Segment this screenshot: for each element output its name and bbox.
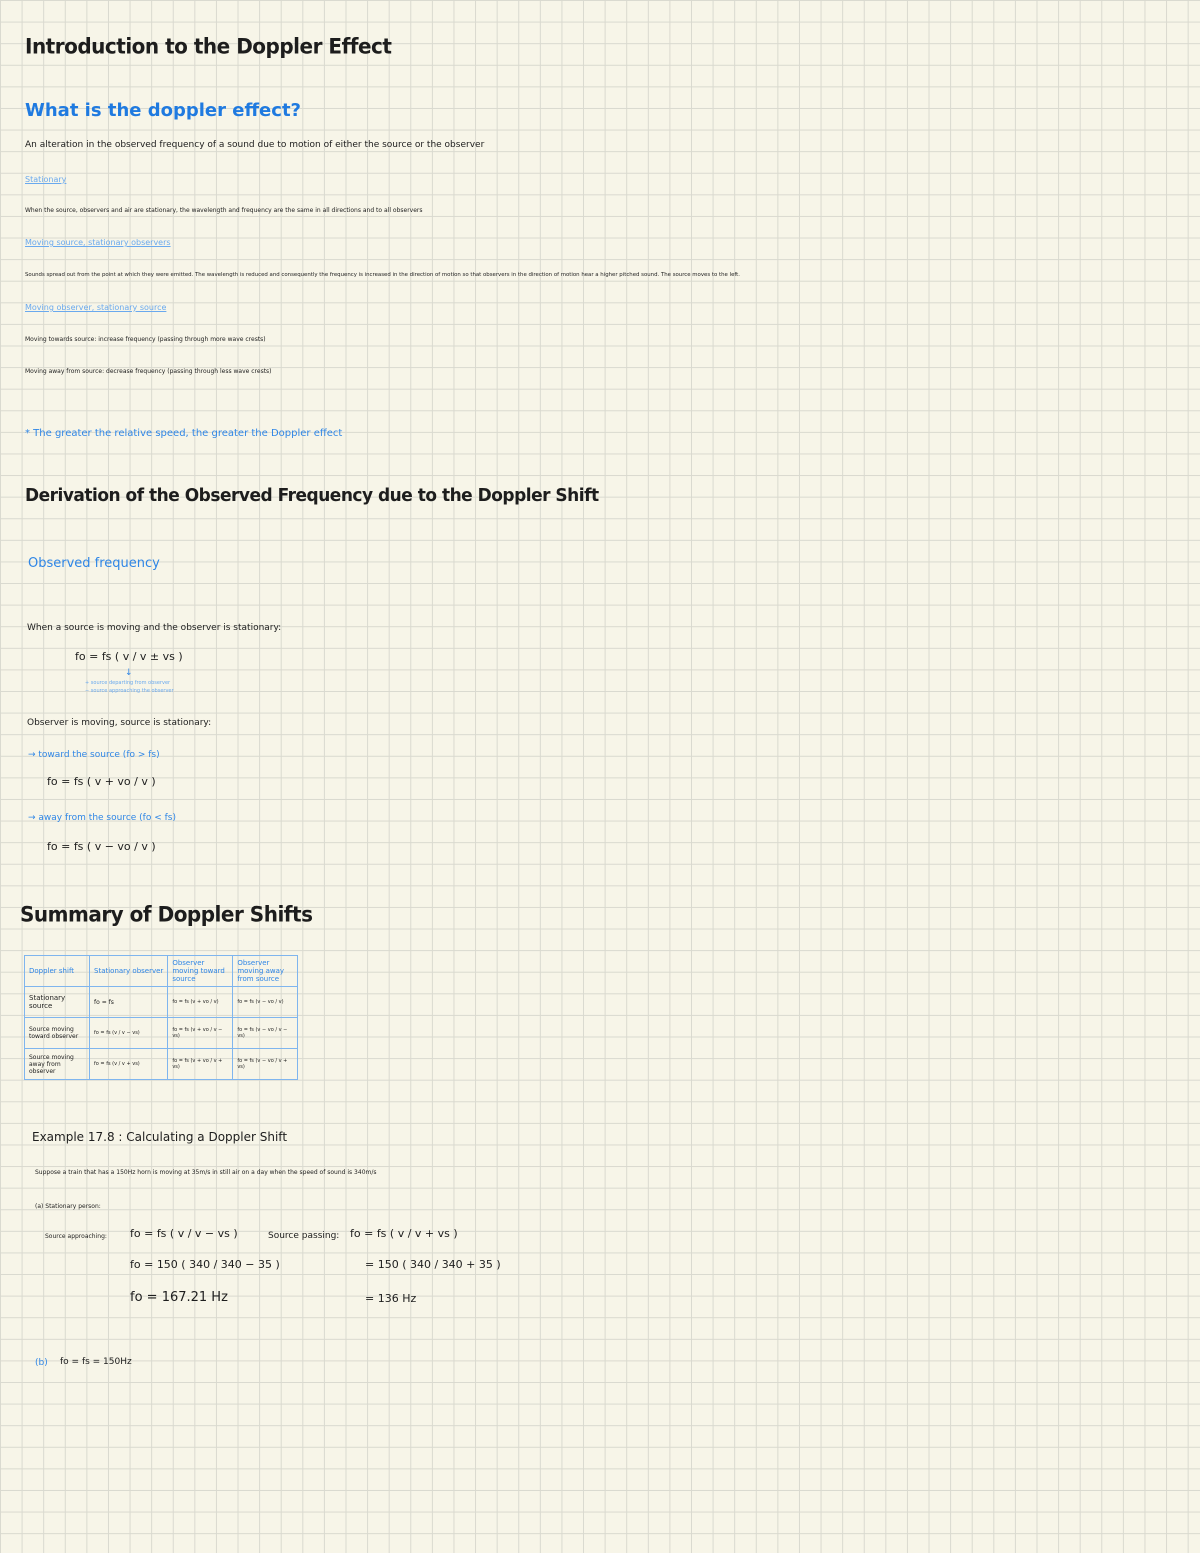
approach-formula: fo = fs ( v / v − vs ): [130, 1227, 238, 1240]
table-cell: fo = fs (v − vo / v): [233, 987, 298, 1018]
observer-moving-text: Observer is moving, source is stationary:: [27, 718, 212, 728]
page-title: Introduction to the Doppler Effect: [25, 33, 392, 59]
example-part-b-label: (b): [35, 1358, 48, 1368]
table-header-row: [25, 956, 298, 987]
subheading-observed-frequency: Observed frequency: [28, 556, 160, 571]
table-header: Stationary observer: [90, 956, 168, 987]
table-row: [25, 987, 298, 1018]
table-cell: fo = fs (v / v − vs): [90, 1018, 168, 1049]
moving-source-text: Sounds spread out from the point at which they were emitted. The wavelength is reduced and consequently the frequency is increased in the direction of motion so that observers in the direction of motion hear a higher pitched sound. The source moves to the left.: [25, 272, 741, 278]
away-source-label: → away from the source (fo < fs): [28, 813, 176, 823]
table-cell: fo = fs (v + vo / v − vs): [168, 1018, 233, 1049]
doppler-note: * The greater the relative speed, the greater the Doppler effect: [25, 428, 343, 439]
table-cell: Stationary source: [25, 987, 90, 1018]
source-moving-text: When a source is moving and the observer is stationary:: [27, 623, 282, 633]
table-header: Observer moving toward source: [168, 956, 233, 987]
passing-label: Source passing:: [268, 1231, 340, 1241]
passing-result: = 136 Hz: [365, 1292, 417, 1305]
doppler-summary-table: [24, 955, 298, 1080]
subheading-moving-observer: Moving observer, stationary source: [25, 303, 167, 312]
away-source-text: Moving away from source: decrease frequency (passing through less wave crests): [25, 368, 272, 375]
example-problem: Suppose a train that has a 150Hz horn is moving at 35m/s in still air on a day when the speed of sound is 340m/s: [35, 1169, 377, 1176]
example-part-b-text: fo = fs = 150Hz: [60, 1357, 132, 1367]
toward-source-text: Moving towards source: increase frequency (passing through more wave crests): [25, 336, 266, 343]
approach-result: fo = 167.21 Hz: [130, 1290, 228, 1305]
subheading-moving-source: Moving source, stationary observers: [25, 238, 171, 247]
section-heading-summary: Summary of Doppler Shifts: [20, 901, 313, 927]
arrow-down-icon: ↓: [125, 668, 133, 678]
subheading-stationary: Stationary: [25, 175, 67, 184]
section-heading-doppler: What is the doppler effect?: [25, 100, 301, 121]
section-heading-derivation: Derivation of the Observed Frequency due to the Doppler Shift: [25, 485, 599, 507]
table-cell: fo = fs (v − vo / v + vs): [233, 1049, 298, 1080]
example-part-a: (a) Stationary person:: [35, 1203, 101, 1210]
table-cell: Source moving away from observer: [25, 1049, 90, 1080]
table-cell: fo = fs (v / v + vs): [90, 1049, 168, 1080]
passing-formula: fo = fs ( v / v + vs ): [350, 1227, 458, 1240]
toward-source-label: → toward the source (fo > fs): [28, 750, 160, 760]
passing-substitution: = 150 ( 340 / 340 + 35 ): [365, 1258, 501, 1271]
table-row: [25, 1049, 298, 1080]
stationary-text: When the source, observers and air are stationary, the wavelength and frequency are the same in all directions and to all observers: [25, 207, 423, 214]
table-header: Doppler shift: [25, 956, 90, 987]
note-source-departing: + source departing from observer: [85, 680, 171, 686]
table-header: Observer moving away from source: [233, 956, 298, 987]
formula-source-moving: fo = fs ( v / v ± vs ): [75, 650, 183, 663]
table-cell: fo = fs (v + vo / v): [168, 987, 233, 1018]
formula-away: fo = fs ( v − vo / v ): [47, 840, 156, 853]
approach-label: Source approaching:: [45, 1233, 107, 1240]
table-cell: fo = fs (v − vo / v − vs): [233, 1018, 298, 1049]
table-cell: Source moving toward observer: [25, 1018, 90, 1049]
approach-substitution: fo = 150 ( 340 / 340 − 35 ): [130, 1258, 280, 1271]
table-row: [25, 1018, 298, 1049]
note-source-approaching: − source approaching the observer: [85, 688, 174, 694]
table-cell: fo = fs (v + vo / v + vs): [168, 1049, 233, 1080]
formula-toward: fo = fs ( v + vo / v ): [47, 775, 156, 788]
definition-text: An alteration in the observed frequency of a sound due to motion of either the source or the observer: [25, 140, 485, 150]
table-cell: fo = fs: [90, 987, 168, 1018]
example-title: Example 17.8 : Calculating a Doppler Shift: [32, 1130, 288, 1144]
